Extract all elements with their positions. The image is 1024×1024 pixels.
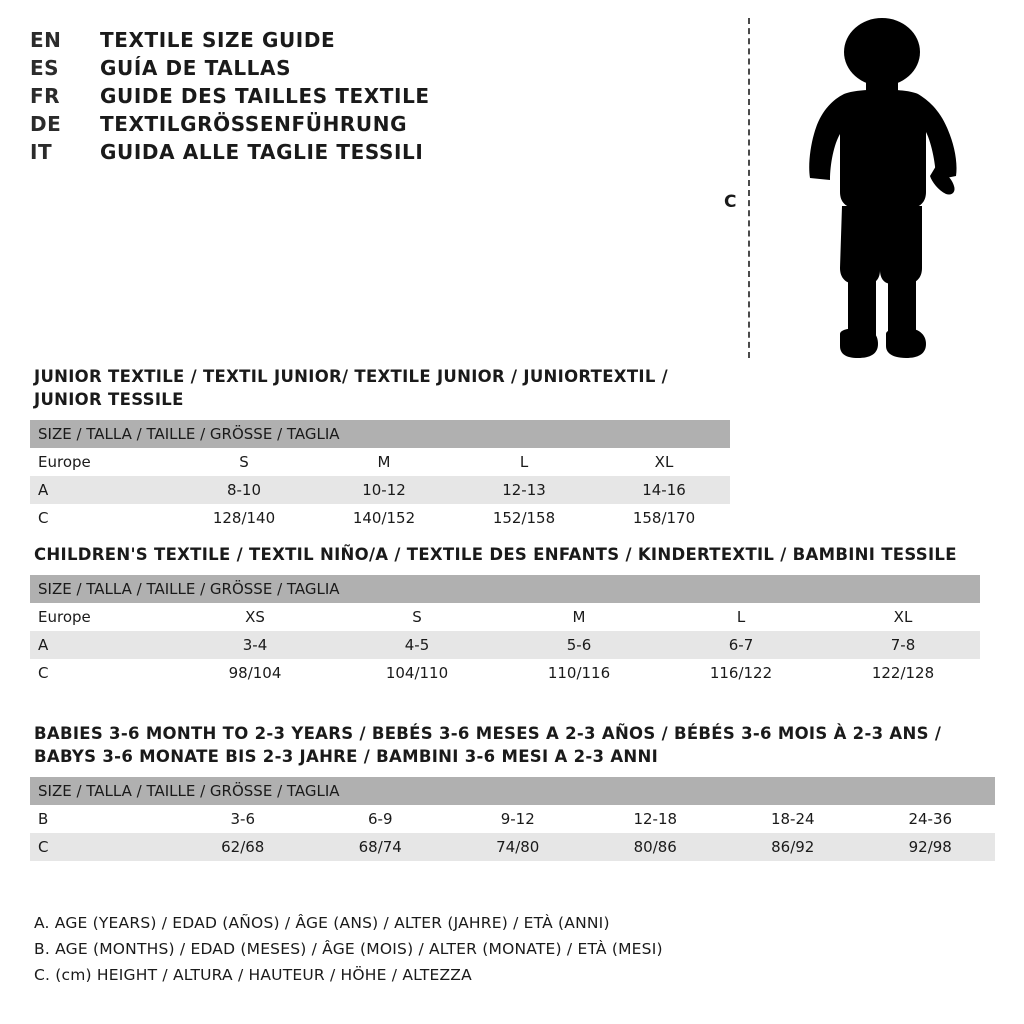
- cell-value: 152/158: [450, 504, 590, 532]
- language-row-es: [30, 54, 590, 82]
- row-label: B: [30, 805, 170, 833]
- table-header-row: [30, 575, 980, 603]
- language-code-it: IT: [30, 140, 53, 164]
- cell-value: 10-12: [310, 476, 450, 504]
- language-title-de: TEXTILGRÖSSENFÜHRUNG: [100, 112, 408, 136]
- cell-value: XS: [170, 603, 332, 631]
- language-row-de: [30, 110, 590, 138]
- cell-value: 18-24: [720, 805, 858, 833]
- language-code-de: DE: [30, 112, 62, 136]
- language-title-es: GUÍA DE TALLAS: [100, 56, 292, 80]
- cell-value: 68/74: [308, 833, 446, 861]
- table-junior: [30, 420, 730, 532]
- cell-value: M: [310, 448, 450, 476]
- table-header-row: [30, 420, 730, 448]
- cell-value: 62/68: [170, 833, 308, 861]
- row-label: A: [30, 476, 170, 504]
- row-label: C: [30, 504, 170, 532]
- cell-value: XL: [818, 603, 980, 631]
- cell-value: 80/86: [583, 833, 721, 861]
- legend-item-c: C. (cm) HEIGHT / ALTURA / HAUTEUR / HÖHE / ALTEZZA: [34, 966, 472, 984]
- cell-value: 3-4: [170, 631, 332, 659]
- cell-value: 74/80: [445, 833, 583, 861]
- cell-value: L: [450, 448, 590, 476]
- language-code-en: EN: [30, 28, 62, 52]
- row-label: C: [30, 833, 170, 861]
- row-label: C: [30, 659, 170, 687]
- section-title-junior: JUNIOR TEXTILE / TEXTIL JUNIOR/ TEXTILE JUNIOR / JUNIORTEXTIL / JUNIOR TESSILE: [34, 367, 668, 409]
- cell-value: 12-18: [583, 805, 721, 833]
- measure-label-c: C: [724, 192, 737, 212]
- cell-value: 104/110: [332, 659, 494, 687]
- cell-value: 98/104: [170, 659, 332, 687]
- row-label: Europe: [30, 448, 170, 476]
- table-header-label: SIZE / TALLA / TAILLE / GRÖSSE / TAGLIA: [30, 420, 730, 448]
- table-row: [30, 833, 995, 861]
- cell-value: 116/122: [656, 659, 818, 687]
- language-row-it: [30, 138, 590, 166]
- cell-value: S: [170, 448, 310, 476]
- table-header-row: [30, 777, 995, 805]
- section-title-children: CHILDREN'S TEXTILE / TEXTIL NIÑO/A / TEXTILE DES ENFANTS / KINDERTEXTIL / BAMBINI TESSILE: [34, 545, 957, 564]
- cell-value: 92/98: [858, 833, 996, 861]
- cell-value: 6-7: [656, 631, 818, 659]
- cell-value: 24-36: [858, 805, 996, 833]
- table-row: [30, 631, 980, 659]
- table-row: [30, 659, 980, 687]
- language-header: [30, 26, 590, 166]
- cell-value: M: [494, 603, 656, 631]
- cell-value: 14-16: [590, 476, 730, 504]
- section-junior: [30, 365, 730, 552]
- language-title-it: GUIDA ALLE TAGLIE TESSILI: [100, 140, 424, 164]
- table-babies: [30, 777, 995, 861]
- language-code-fr: FR: [30, 84, 61, 108]
- language-title-fr: GUIDE DES TAILLES TEXTILE: [100, 84, 430, 108]
- cell-value: L: [656, 603, 818, 631]
- cell-value: 128/140: [170, 504, 310, 532]
- cell-value: 7-8: [818, 631, 980, 659]
- legend-item-a: A. AGE (YEARS) / EDAD (AÑOS) / ÂGE (ANS) / ALTER (JAHRE) / ETÀ (ANNI): [34, 914, 610, 932]
- legend-item-b: B. AGE (MONTHS) / EDAD (MESES) / ÂGE (MOIS) / ALTER (MONATE) / ETÀ (MESI): [34, 940, 663, 958]
- table-children: [30, 575, 980, 687]
- cell-value: XL: [590, 448, 730, 476]
- language-row-en: [30, 26, 590, 54]
- height-measure-figure: [724, 10, 984, 360]
- cell-value: 3-6: [170, 805, 308, 833]
- cell-value: 140/152: [310, 504, 450, 532]
- table-row: [30, 448, 730, 476]
- row-label: Europe: [30, 603, 170, 631]
- language-title-en: TEXTILE SIZE GUIDE: [100, 28, 336, 52]
- row-label: A: [30, 631, 170, 659]
- section-babies: [30, 722, 995, 881]
- legend: [34, 910, 734, 988]
- cell-value: 5-6: [494, 631, 656, 659]
- table-row: [30, 476, 730, 504]
- section-title-babies: BABIES 3-6 MONTH TO 2-3 YEARS / BEBÉS 3-6 MESES A 2-3 AÑOS / BÉBÉS 3-6 MOIS À 2-3 ANS / BABYS 3-6 MONATE BIS 2-3 JAHRE / BAMBINI 3-6 MESI A 2-3 ANNI: [34, 724, 942, 766]
- cell-value: 4-5: [332, 631, 494, 659]
- cell-value: 9-12: [445, 805, 583, 833]
- cell-value: 110/116: [494, 659, 656, 687]
- cell-value: 86/92: [720, 833, 858, 861]
- language-code-es: ES: [30, 56, 60, 80]
- section-children: [30, 543, 980, 707]
- child-silhouette-icon: [782, 16, 982, 364]
- table-row: [30, 805, 995, 833]
- cell-value: 8-10: [170, 476, 310, 504]
- cell-value: 158/170: [590, 504, 730, 532]
- table-header-label: SIZE / TALLA / TAILLE / GRÖSSE / TAGLIA: [30, 777, 995, 805]
- table-row: [30, 603, 980, 631]
- table-header-label: SIZE / TALLA / TAILLE / GRÖSSE / TAGLIA: [30, 575, 980, 603]
- table-row: [30, 504, 730, 532]
- cell-value: 12-13: [450, 476, 590, 504]
- language-row-fr: [30, 82, 590, 110]
- measure-dashed-line: [748, 18, 750, 358]
- cell-value: S: [332, 603, 494, 631]
- cell-value: 122/128: [818, 659, 980, 687]
- cell-value: 6-9: [308, 805, 446, 833]
